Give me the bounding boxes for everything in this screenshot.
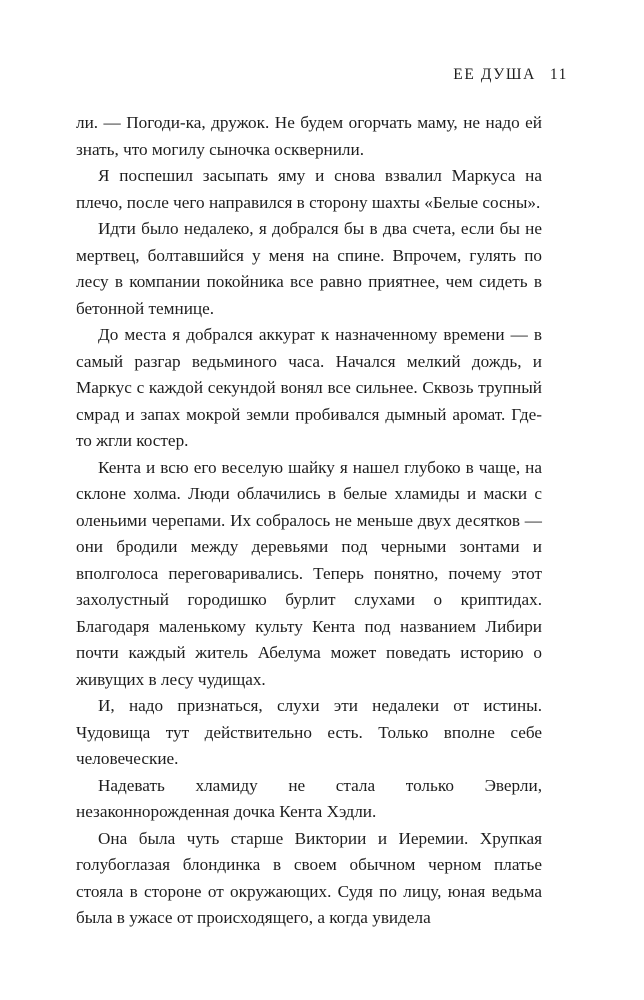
paragraph: И, надо признаться, слухи эти недалеки от истины. Чудовища тут действительно есть. Только вполне себе человеческие. <box>76 696 542 768</box>
paragraph: Кента и всю его веселую шайку я нашел глубоко в чаще, на склоне холма. Люди облачились в белые хламиды и маски с оленьими черепами. Их собралось не меньше двух десятков — они бродили между деревьями под черными зонтами и вполголоса переговаривались. Теперь понятно, почему этот захолустный городишко бурлит слухами о криптидах. Благодаря маленькому культу Кента под названием Либири почти каждый житель Абелума может поведать историю о живущих в лесу чудищах. <box>76 457 542 689</box>
paragraph: Надевать хламиду не стала только Эверли, незаконнорожденная дочка Кента Хэдли. <box>76 775 542 821</box>
paragraph: Идти было недалеко, я добрался бы в два счета, если бы не мертвец, болтавшийся у меня на спине. Впрочем, гулять по лесу в компании покойника все равно приятнее, чем сидеть в бетонной темнице. <box>76 219 542 318</box>
chapter-title: ЕЕ ДУША <box>453 66 536 83</box>
body-text <box>76 110 542 932</box>
paragraph: Она была чуть старше Виктории и Иеремии. Хрупкая голубоглазая блондинка в своем обычном черном платье стояла в стороне от окружающих. Судя по лицу, юная ведьма была в ужасе от происходящего, а когда увидела <box>76 828 542 927</box>
running-head <box>453 66 568 84</box>
paragraph: Я поспешил засыпать яму и снова взвалил Маркуса на плечо, после чего направился в сторону шахты «Белые сосны». <box>76 166 542 212</box>
paragraph-continued: ли. — Погоди-ка, дружок. Не будем огорчать маму, не надо ей знать, что могилу сыночка осквернили. <box>76 113 542 159</box>
paragraph: До места я добрался аккурат к назначенному времени — в самый разгар ведьминого часа. Начался мелкий дождь, и Маркус с каждой секундой вонял все сильнее. Сквозь трупный смрад и запах мокрой земли пробивался дымный аромат. Где-то жгли костер. <box>76 325 542 450</box>
page-number: 11 <box>549 66 568 83</box>
